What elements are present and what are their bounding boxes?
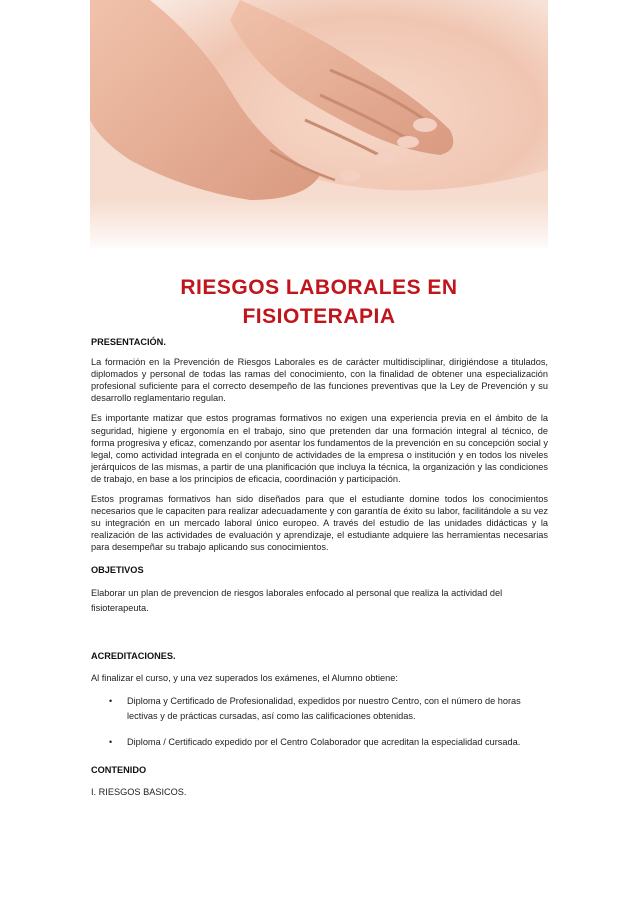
document-body (91, 336, 548, 798)
contenido-first-item: I. RIESGOS BASICOS. (91, 786, 187, 797)
section-heading-acreditaciones: ACREDITACIONES. (91, 650, 176, 661)
list-item-text: Diploma y Certificado de Profesionalidad, expedidos por nuestro Centro, con el número de horas lectivas y de prácticas cursadas, así como las calificaciones obtenidas. (127, 695, 521, 721)
acreditaciones-list (91, 694, 548, 748)
list-item-text: Diploma / Certificado expedido por el Centro Colaborador que acreditan la especialidad cursada. (127, 736, 521, 747)
acreditaciones-intro: Al finalizar el curso, y una vez superados los exámenes, el Alumno obtiene: (91, 672, 398, 683)
document-title-line-1: RIESGOS LABORALES EN (180, 276, 458, 299)
bullet-icon: • (109, 736, 113, 747)
document-title-line-2: FISIOTERAPIA (242, 305, 396, 328)
section-heading-objetivos: OBJETIVOS (91, 564, 144, 575)
list-item (91, 694, 548, 724)
presentacion-paragraph-2: Es importante matizar que estos programas formativos no exigen una experiencia previa en el ámbito de la seguridad, higiene y ergonomía en el trabajo, sino que pretenden dar una formación integral al técnico, de forma progresiva y eficaz, comenzando por asentar los fundamentos de la prevención en su concepción social y legal, como actividad integrada en el conjunto de actividades de la empresa o institución y en todos los niveles jerárquicos de las mismas, a partir de una planificación que incluya la técnica, la organización y las condiciones de trabajo, en base a los principios de eficacia, coordinación y participación. (91, 413, 548, 484)
section-heading-contenido: CONTENIDO (91, 764, 147, 775)
presentacion-paragraph-3: Estos programas formativos han sido diseñados para que el estudiante domine todos los conocimientos necesarios que le capaciten para realizar adecuadamente y con garantía de éxito su labor, facilitándole a su vez su integración en un mercado laboral único europeo. A través del estudio de las unidades didácticas y la realización de las actividades de evaluación y aprendizaje, el estudiante adquiere las herramientas necesarias para desempeñar su trabajo aplicando sus conocimientos. (91, 494, 548, 553)
section-heading-presentacion: PRESENTACIÓN. (91, 337, 166, 347)
bullet-icon: • (109, 695, 113, 706)
list-item (91, 736, 548, 748)
objetivos-text: Elaborar un plan de prevencion de riesgos laborales enfocado al personal que realiza la actividad del fisioterapeuta. (91, 587, 503, 613)
hero-image-massage (90, 0, 548, 248)
massage-photo (90, 0, 548, 248)
presentacion-paragraph-1: La formación en la Prevención de Riesgos Laborales es de carácter multidisciplinar, dirigiéndose a titulados, diplomados y personal de todas las ramas del conocimiento, con la finalidad de obtener una especialización profesional suficiente para el correcto desempeño de las funciones preventivas que la Ley de Prevención y su desarrollo reglamentario regulan. (91, 357, 548, 404)
